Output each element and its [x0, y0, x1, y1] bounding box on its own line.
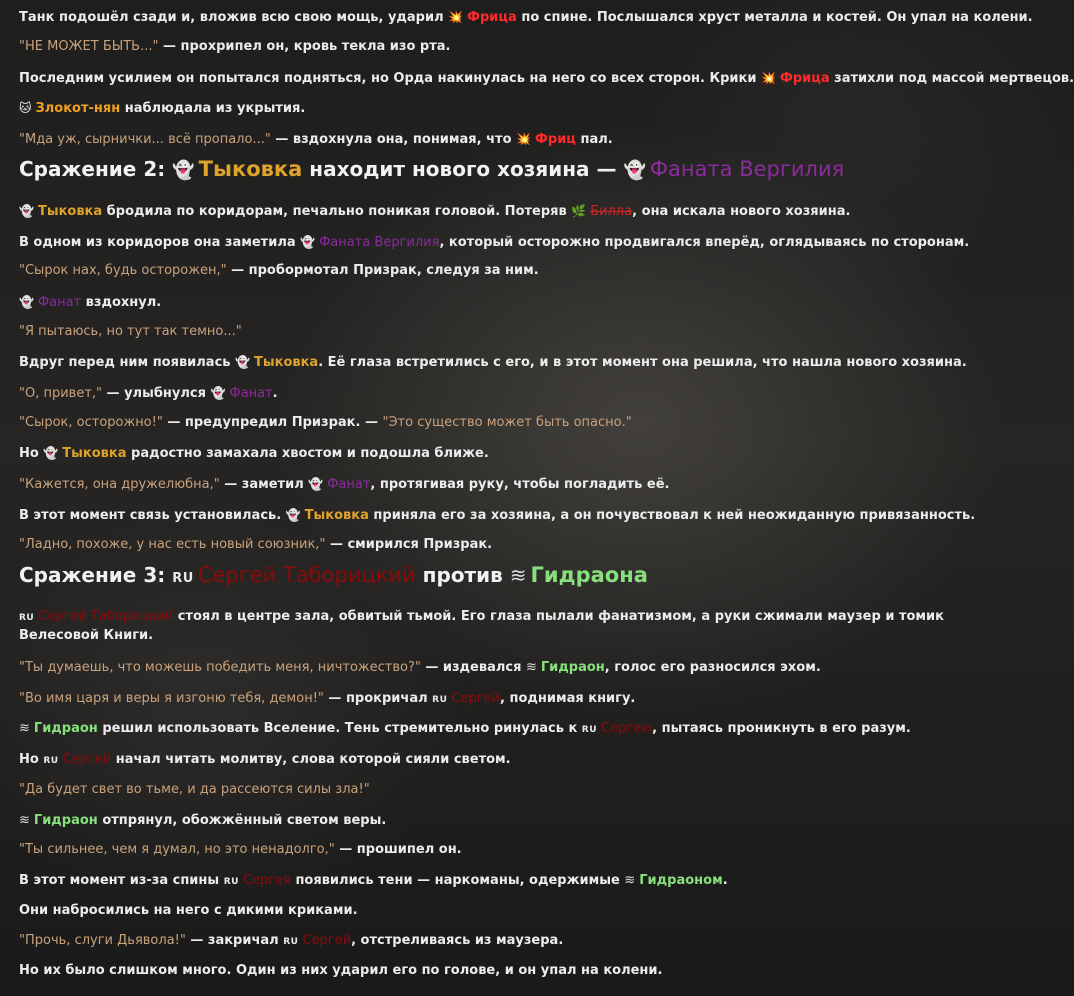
russia-flag-icon: RU: [432, 695, 448, 705]
narration-text: появились тени — наркоманы, одержимые: [290, 873, 625, 888]
russia-flag-icon: RU: [223, 877, 239, 887]
message-line: [19, 781, 984, 799]
narration-text: вздохнул.: [81, 295, 162, 310]
narration-text: , протягивая руку, чтобы погладить её.: [370, 477, 670, 492]
narration-text: Но: [19, 752, 44, 767]
narration-text: — прошипел он.: [334, 842, 462, 857]
narration-text: начал читать молитву, слова которой сияли светом.: [111, 752, 511, 767]
narration-text: В этот момент связь установилась.: [19, 508, 286, 523]
message-line: [19, 323, 984, 341]
character-name-fan: Фанат: [327, 477, 371, 492]
message-line: [19, 536, 984, 554]
character-name-tykovka: Тыковка: [304, 508, 369, 523]
explosion-icon: 💥: [760, 71, 776, 85]
russia-flag-icon: RU: [581, 725, 598, 735]
character-name-fritz: Фрица: [779, 71, 830, 86]
message-line: [19, 690, 984, 709]
narration-text: , который осторожно продвигался вперёд, оглядываясь по сторонам.: [439, 235, 970, 250]
message-line: [19, 414, 984, 432]
character-name-fan-vergil: Фаната Вергилия: [319, 235, 440, 250]
character-name-sergey: Сергей: [62, 752, 112, 767]
herb-icon: 🌿: [571, 204, 587, 218]
message-line: [19, 8, 1033, 27]
narration-text: , она искала нового хозяина.: [632, 204, 851, 219]
narration-text: стоял в центре зала, обвитый тьмой. Его глаза пылали фанатизмом, а руки сжимали маузер и томик Велесовой Книги.: [19, 609, 944, 643]
character-name-sergey: Сергей Таборицкий: [197, 563, 416, 587]
message-line: [19, 932, 984, 951]
heading-text: Сражение 2:: [19, 157, 173, 181]
character-name-hydraon: Гидраон: [33, 721, 98, 736]
narration-text: , пытаясь проникнуть в его разум.: [652, 721, 911, 736]
section-heading-battle-3: [19, 562, 984, 592]
wave-icon: ≋: [509, 563, 527, 587]
dialogue-quote: "Мда уж, сырнички... всё пропало...": [19, 132, 271, 147]
narration-text: , отстреливаясь из маузера.: [351, 933, 564, 948]
narration-text: .: [272, 386, 278, 401]
narration-text: по спине. Послышался хруст металла и костей. Он упал на колени.: [516, 10, 1033, 25]
narration-text: Танк подошёл сзади и, вложив всю свою мощь, ударил: [19, 10, 449, 25]
narration-text: решил использовать Вселение. Тень стремительно ринулась к: [97, 721, 582, 736]
heading-text: Сражение 3:: [19, 563, 173, 587]
russia-flag-icon: RU: [283, 937, 299, 947]
character-name-fan-vergil: Фаната Вергилия: [649, 157, 845, 181]
dialogue-quote: "Это существо может быть опасно.": [382, 415, 632, 430]
character-name-sergey: Сергей: [451, 691, 501, 706]
message-line: [19, 506, 984, 525]
character-name-tykovka: Тыковка: [37, 204, 103, 219]
narration-text: Последним усилием он попытался подняться, но Орда накинулась на него со всех сторон. Крики: [19, 71, 761, 86]
message-line: [19, 202, 984, 221]
section-heading-battle-2: [19, 156, 984, 184]
narration-text: В одном из коридоров она заметила: [19, 235, 301, 250]
character-name-fan: Фанат: [37, 295, 82, 310]
character-name-tykovka: Тыковка: [254, 355, 319, 370]
dialogue-quote: "Сырок, осторожно!": [19, 415, 163, 430]
message-line: [19, 872, 984, 891]
narration-text: — улыбнулся: [102, 386, 211, 401]
narration-text: — предупредил Призрак. —: [162, 415, 383, 430]
message-line: [19, 841, 984, 859]
narration-text: , голос его разносился эхом.: [604, 660, 821, 675]
narration-text: — прохрипел он, кровь текла изо рта.: [158, 39, 451, 54]
message-line: [19, 608, 984, 645]
russia-flag-icon: RU: [43, 756, 59, 766]
explosion-icon: 💥: [448, 10, 464, 24]
dialogue-quote: "Во имя царя и веры я изгоню тебя, демон!": [19, 691, 324, 706]
message-line: [19, 130, 984, 149]
narration-text: , поднимая книгу.: [500, 691, 636, 706]
ghost-icon: 👻: [43, 446, 59, 460]
ghost-icon: 👻: [235, 355, 250, 369]
narration-text: — смирился Призрак.: [325, 537, 493, 552]
explosion-icon: 💥: [516, 132, 531, 146]
narration-text: В этот момент из-за спины: [19, 873, 224, 888]
wave-icon: ≋: [525, 660, 537, 675]
character-name-hydraon: Гидраона: [530, 563, 648, 587]
narration-text: — вздохнула она, понимая, что: [270, 132, 517, 147]
cat-icon: 🐱: [19, 101, 32, 115]
narration-text: — пробормотал Призрак, следуя за ним.: [226, 263, 539, 278]
message-line: [19, 353, 984, 372]
dialogue-quote: "Ладно, похоже, у нас есть новый союзник,": [19, 537, 326, 552]
message-line: [19, 293, 984, 312]
ghost-icon: 👻: [300, 235, 316, 249]
character-name-hydraon: Гидраон: [33, 813, 98, 828]
ghost-icon: 👻: [19, 295, 34, 309]
character-name-fritz: Фрица: [467, 10, 517, 25]
character-name-sergey: Сергей Таборицкий: [38, 609, 174, 624]
ghost-icon: 👻: [172, 160, 195, 181]
narration-text: . Её глаза встретились с его, и в этот момент она решила, что нашла нового хозяина.: [318, 355, 967, 370]
dialogue-quote: "О, привет,": [19, 386, 103, 401]
message-line: [19, 902, 984, 920]
wave-icon: ≋: [624, 873, 636, 888]
dialogue-quote: "Ты думаешь, что можешь победить меня, ничтожество?": [19, 660, 421, 675]
wave-icon: ≋: [19, 721, 30, 736]
narration-text: приняла его за хозяина, а он почувствовал к ней неожиданную привязанность.: [368, 508, 976, 523]
ghost-icon: 👻: [210, 386, 226, 400]
message-line: [19, 233, 984, 252]
narration-text: наблюдала из укрытия.: [120, 101, 306, 116]
dialogue-quote: "Прочь, слуги Дьявола!": [19, 933, 186, 948]
narration-text: Но: [19, 446, 44, 461]
russia-flag-icon: RU: [19, 613, 35, 623]
narration-text: пал.: [575, 132, 613, 147]
narration-text: бродила по коридорам, печально поникая головой. Потеряв: [102, 204, 572, 219]
message-line: [19, 384, 984, 403]
message-line: [19, 720, 984, 739]
character-name-fan: Фанат: [229, 386, 273, 401]
dialogue-quote: "Кажется, она дружелюбна,": [19, 477, 220, 492]
ghost-icon: 👻: [623, 160, 646, 181]
message-line: [19, 99, 984, 118]
narration-text: Они набросились на него с дикими криками.: [19, 903, 358, 918]
narration-text: Но их было слишком много. Один из них ударил его по голове, и он упал на колени.: [19, 963, 663, 978]
narration-text: отпрянул, обожжённый светом веры.: [97, 813, 387, 828]
narration-text: — прокричал: [323, 691, 433, 706]
heading-text: против: [415, 563, 510, 587]
message-line: [19, 38, 984, 56]
narration-text: — заметил: [219, 477, 309, 492]
dialogue-quote: "НЕ МОЖЕТ БЫТЬ...": [19, 39, 159, 54]
narration-text: Вдруг перед ним появилась: [19, 355, 236, 370]
narration-text: .: [722, 873, 728, 888]
ghost-icon: 👻: [285, 508, 301, 522]
heading-text: находит нового хозяина —: [302, 157, 624, 181]
message-line: [19, 659, 984, 677]
character-name-tykovka: Тыковка: [62, 446, 127, 461]
narration-text: — закричал: [185, 933, 284, 948]
ghost-icon: 👻: [19, 204, 34, 218]
message-line: [19, 812, 984, 830]
character-name-hydraon: Гидраон: [540, 660, 605, 675]
russia-flag-icon: RU: [172, 571, 194, 586]
message-line: [19, 475, 984, 494]
dialogue-quote: "Я пытаюсь, но тут так темно...": [19, 324, 242, 339]
character-name-sergey: Сергею: [601, 721, 653, 736]
character-name-tykovka: Тыковка: [198, 157, 303, 181]
character-name-sergey: Сергей: [302, 933, 352, 948]
wave-icon: ≋: [19, 813, 30, 828]
message-line: [19, 962, 984, 980]
character-name-bill: Билла: [590, 204, 633, 219]
message-line: [19, 262, 984, 280]
character-name-fritz: Фриц: [535, 132, 576, 147]
character-name-zlokot: Злокот-нян: [35, 101, 121, 116]
message-line: [19, 69, 1074, 88]
ghost-icon: 👻: [308, 477, 324, 491]
dialogue-quote: "Да будет свет во тьме, и да рассеются силы зла!": [19, 782, 370, 797]
narration-text: затихли под массой мертвецов.: [829, 71, 1074, 86]
character-name-sergey: Сергея: [242, 873, 291, 888]
narration-text: радостно замахала хвостом и подошла ближе.: [126, 446, 489, 461]
message-line: [19, 444, 984, 463]
message-line: [19, 751, 984, 770]
character-name-hydraon: Гидраоном: [639, 873, 723, 888]
dialogue-quote: "Сырок нах, будь осторожен,": [19, 263, 227, 278]
narration-text: — издевался: [420, 660, 526, 675]
dialogue-quote: "Ты сильнее, чем я думал, но это ненадолго,": [19, 842, 335, 857]
